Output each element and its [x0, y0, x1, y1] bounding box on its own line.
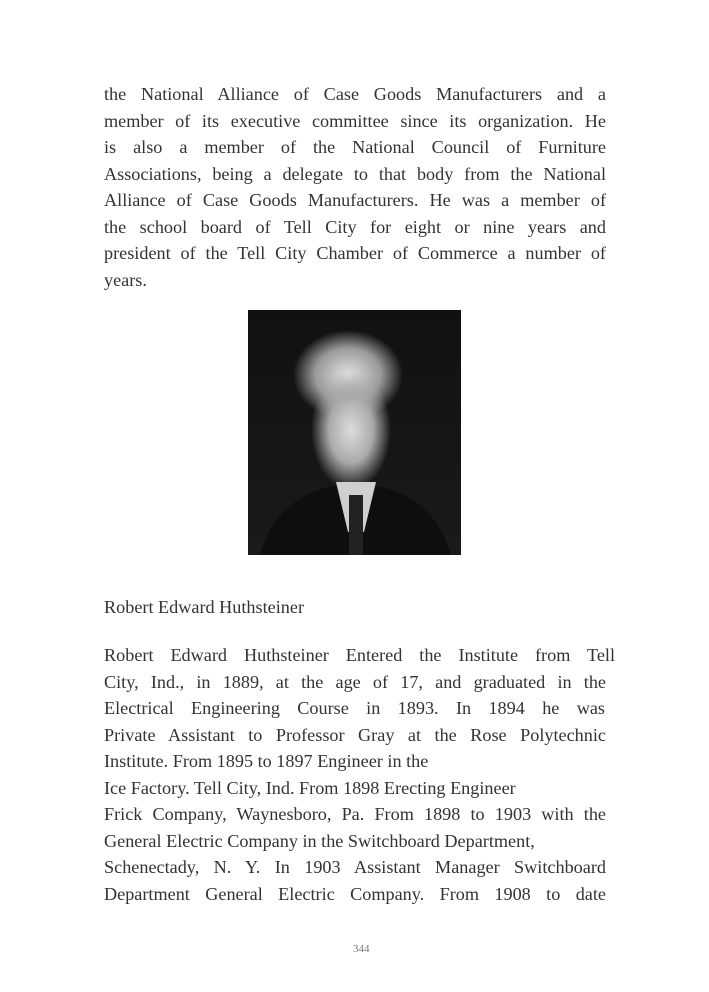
text-line: Robert Edward Huthsteiner Entered the Institute from Tell [104, 645, 615, 665]
text-line: City, Ind., in 1889, at the age of 17, and graduated in the [104, 671, 606, 692]
text-line: Electrical Engineering Course in 1893. In 1894 he was [104, 698, 605, 719]
text-line: Alliance of Case Goods Manufacturers. He was a member of [104, 190, 606, 211]
text-line: years. [104, 269, 147, 290]
text-line: is also a member of the National Council of Furniture [104, 137, 606, 158]
text-line: General Electric Company in the Switchboard Department, [104, 830, 535, 851]
text-line: Institute. From 1895 to 1897 Engineer in the [104, 751, 429, 772]
text-line: Schenectady, N. Y. In 1903 Assistant Manager Switchboard [104, 857, 606, 878]
text-line: Frick Company, Waynesboro, Pa. From 1898 to 1903 with the [104, 804, 606, 825]
text-line: the National Alliance of Case Goods Manufacturers and a [104, 84, 606, 104]
text-line: Ice Factory. Tell City, Ind. From 1898 Erecting Engineer [104, 777, 516, 798]
portrait-tie [349, 495, 363, 555]
text-line: Associations, being a delegate to that body from the National [104, 163, 606, 184]
text-line: the school board of Tell City for eight or nine years and [104, 216, 606, 237]
text-line: president of the Tell City Chamber of Commerce a number of [104, 243, 606, 264]
text-line: Department General Electric Company. From 1908 to date [104, 883, 606, 904]
paragraph-biography [104, 642, 615, 907]
text-line: Private Assistant to Professor Gray at the Rose Polytechnic [104, 724, 606, 745]
section-heading: Robert Edward Huthsteiner [104, 597, 305, 617]
portrait-photo [248, 310, 461, 555]
text-line: member of its executive committee since its organization. He [104, 110, 606, 131]
paragraph-intro [104, 81, 606, 293]
page-number: 344 [353, 943, 370, 955]
